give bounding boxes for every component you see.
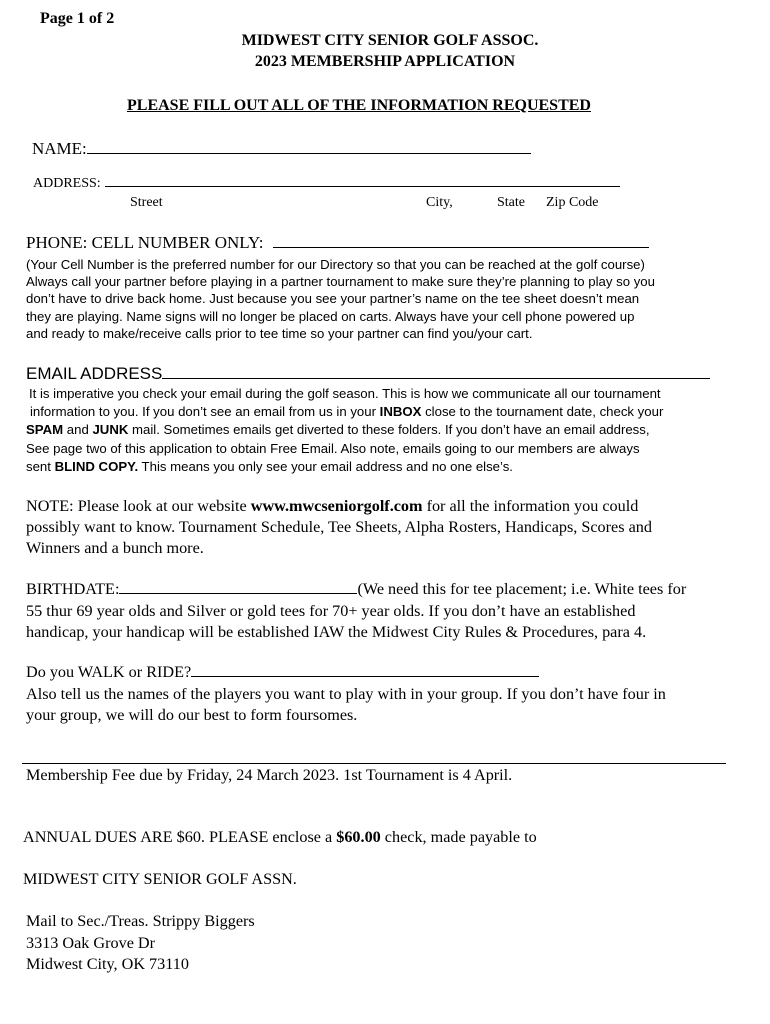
website-note (26, 496, 652, 559)
birthdate-note-line: handicap, your handicap will be established IAW the Midwest City Rules & Procedures, para 4. (26, 623, 647, 641)
payee: MIDWEST CITY SENIOR GOLF ASSN. (23, 870, 297, 888)
name-label: NAME: (32, 139, 87, 158)
phone-label: PHONE: CELL NUMBER ONLY: (26, 233, 264, 252)
email-label: EMAIL ADDRESS (26, 364, 163, 383)
address-city-caption: City, (426, 195, 453, 210)
phone-note-line: they are playing. Name signs will no longer be placed on carts. Always have your cell phone powered up (26, 308, 635, 324)
address-label: ADDRESS: (33, 176, 101, 191)
phone-row (26, 233, 649, 253)
website-link[interactable]: www.mwcseniorgolf.com (250, 497, 423, 515)
phone-note-line: don’t have to drive back home. Just because you see your partner’s name on the tee sheet doesn’t mean (26, 291, 640, 307)
inbox-emphasis: INBOX (379, 404, 422, 420)
phone-note (26, 256, 655, 342)
birthdate-block (26, 579, 686, 644)
email-note-line: SPAM and JUNK mail. Sometimes emails get diverted to these folders. If you don’t have an email address, (26, 422, 650, 438)
blind-copy-emphasis: BLIND COPY. (54, 458, 139, 474)
dues-amount: $60.00 (336, 828, 381, 846)
email-note-line: See page two of this application to obtain Free Email. Also note, emails going to our members are always (26, 440, 640, 456)
group-note-line: Also tell us the names of the players you want to play with in your group. If you don’t have four in (26, 684, 666, 703)
form-title (0, 53, 770, 71)
email-note-line: sent BLIND COPY. This means you only see your email address and no one else’s. (26, 458, 513, 474)
group-note-line: your group, we will do our best to form foursomes. (26, 706, 358, 724)
phone-note-line: (Your Cell Number is the preferred number for our Directory so that you can be reached at the golf course) (26, 257, 645, 272)
birthdate-note-line: (We need this for tee placement; i.e. White tees for (357, 580, 687, 598)
email-note-line: information to you. If you don’t see an email from us in your INBOX close to the tournament date, check your (30, 404, 664, 420)
email-note (26, 385, 663, 476)
fee-note: Membership Fee due by Friday, 24 March 2023. 1st Tournament is 4 April. (26, 766, 513, 784)
mailing-address-line: Mail to Sec./Treas. Strippy Biggers (26, 912, 255, 930)
birthdate-label: BIRTHDATE: (26, 580, 120, 598)
birthdate-note-line: 55 thur 69 year olds and Silver or gold tees for 70+ year olds. If you don’t have an established (26, 601, 636, 620)
phone-note-line: Always call your partner before playing in a partner tournament to make sure they’re planning to play so you (26, 274, 655, 290)
email-field[interactable] (162, 378, 710, 379)
birthdate-field[interactable] (119, 593, 357, 594)
address-zip-caption: Zip Code (546, 195, 599, 210)
website-note-line: NOTE: Please look at our website www.mwcseniorgolf.com for all the information you could (26, 497, 639, 515)
walk-ride-field[interactable] (191, 676, 539, 677)
walk-ride-row (26, 662, 666, 684)
mailing-address-line: 3313 Oak Grove Dr (26, 933, 156, 952)
email-note-line: It is imperative you check your email during the golf season. This is how we communicate all our tournament (29, 386, 661, 401)
address-row (33, 176, 620, 192)
junk-emphasis: JUNK (92, 422, 129, 438)
form-title-text: 2023 MEMBERSHIP APPLICATION (254, 53, 516, 70)
birthdate-row (26, 579, 686, 601)
section-divider (22, 763, 726, 764)
org-name: MIDWEST CITY SENIOR GOLF ASSOC. (241, 32, 539, 49)
walk-ride-block (26, 662, 666, 727)
page-label: Page 1 of 2 (40, 10, 115, 27)
mailing-address (26, 911, 255, 976)
mailing-address-line: Midwest City, OK 73110 (26, 955, 189, 973)
instruction-heading: PLEASE FILL OUT ALL OF THE INFORMATION REQUESTED (127, 97, 591, 114)
website-note-line: Winners and a bunch more. (26, 539, 204, 557)
phone-field[interactable] (273, 247, 649, 248)
address-field[interactable] (105, 186, 620, 187)
address-street-caption: Street (130, 195, 163, 210)
spam-emphasis: SPAM (26, 422, 64, 438)
website-note-line: possibly want to know. Tournament Schedule, Tee Sheets, Alpha Rosters, Handicaps, Scores and (26, 518, 652, 536)
walk-ride-label: Do you WALK or RIDE? (26, 663, 192, 681)
name-row (32, 139, 531, 159)
address-state-caption: State (497, 195, 525, 210)
email-row (26, 364, 710, 384)
name-field[interactable] (87, 153, 531, 154)
phone-note-line: and ready to make/receive calls prior to tee time so your partner can find you/your cart. (26, 325, 533, 341)
org-title (0, 32, 770, 50)
dues-line: ANNUAL DUES ARE $60. PLEASE enclose a $60.00 check, made payable to (23, 828, 537, 846)
